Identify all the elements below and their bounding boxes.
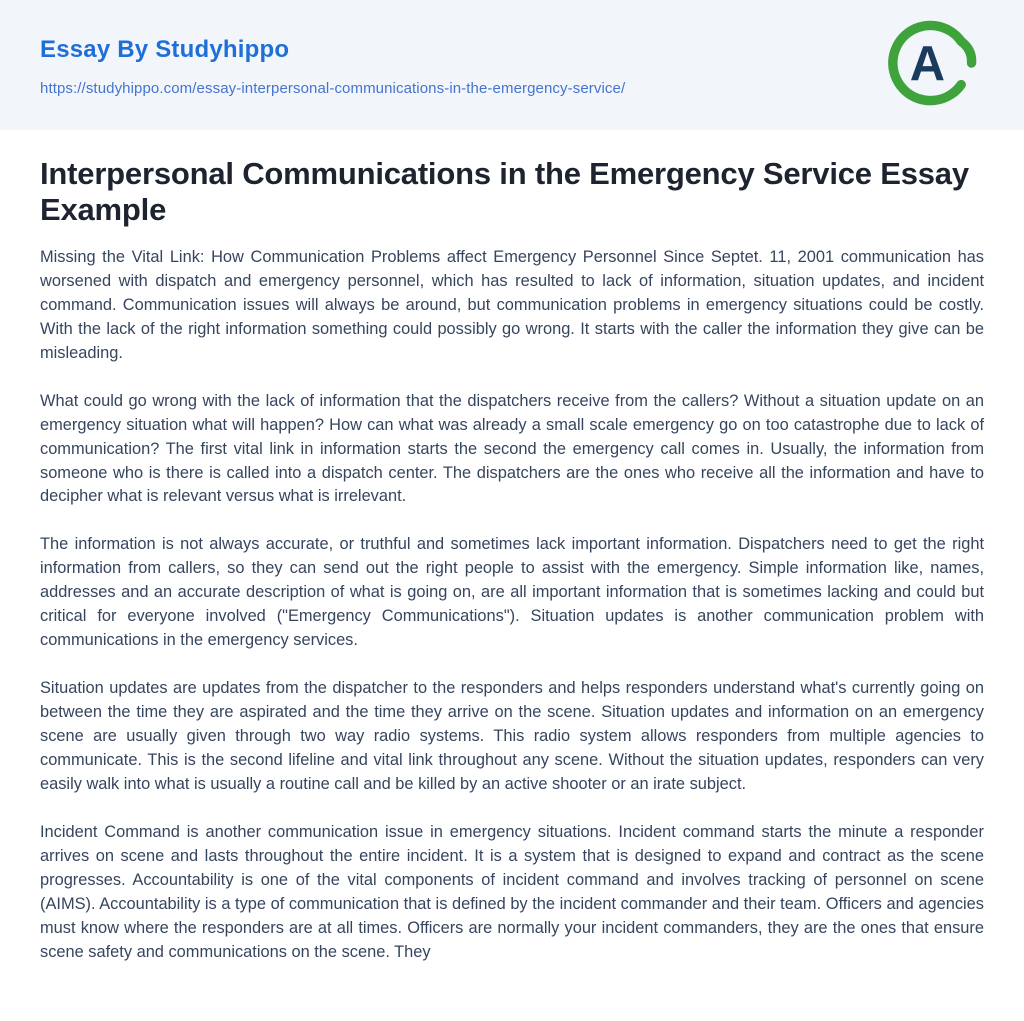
essay-paragraph-2: What could go wrong with the lack of information that the dispatchers receive from the callers? Without a situation update on an emergency situation what will happen? How can what was already a small scale emergency go on too catastrophe due to lack of communication? The first vital link in information starts the second the emergency call comes in. Usually, the information from someone who is there is called into a dispatch center. The dispatchers are the ones who receive all the information and have to decipher what is relevant versus what is irrelevant. [40,391,984,506]
site-title: Essay By Studyhippo [40,36,290,63]
essay-content [0,130,1024,965]
page-header [0,0,1024,130]
essay-paragraph-5: Incident Command is another communication issue in emergency situations. Incident command starts the minute a responder arrives on scene and lasts throughout the entire incident. It is a system that is designed to expand and contract as the scene progresses. Accountability is one of the vital components of incident command and involves tracking of personnel on scene (AIMS). Accountability is a type of communication that is defined by the incident commander and their team. Officers and agencies must know where the responders are at all times. Officers are normally your incident commanders, they are the ones that ensure scene safety and communications on the scene. They [40,822,984,961]
essay-paragraph-4: Situation updates are updates from the dispatcher to the responders and helps responders understand what's currently going on between the time they are aspirated and the time they arrive on the scene. Situation updates and information on an emergency scene are usually given through two way radio systems. This radio system allows responders from multiple agencies to communicate. This is the second lifeline and vital link throughout any scene. Without the situation updates, responders can very easily walk into what is usually a routine call and be killed by an active shooter or an irate subject. [40,679,984,794]
studyhippo-logo-icon [886,16,980,110]
essay-title: Interpersonal Communications in the Emergency Service Essay Example [40,156,969,227]
logo-letter: A [909,36,946,91]
essay-paragraph-1: Missing the Vital Link: How Communication Problems affect Emergency Personnel Since Septet. 11, 2001 communication has worsened with dispatch and emergency personnel, which has resulted to lack of information, situation updates, and incident command. Communication issues will always be around, but communication problems in emergency situations could be costly. With the lack of the right information something could possibly go wrong. It starts with the caller the information they give can be misleading. [40,247,984,362]
essay-paragraph-3: The information is not always accurate, or truthful and sometimes lack important information. Dispatchers need to get the right information from callers, so they can send out the right people to assist with the emergency. Simple information like, names, addresses and an accurate description of what is going on, are all important information that is sometimes lacking and could but critical for everyone involved ("Emergency Communications"). Situation updates is another communication problem with communications in the emergency services. [40,535,984,650]
essay-url-link[interactable]: https://studyhippo.com/essay-interpersonal-communications-in-the-emergency-service/ [40,80,626,97]
